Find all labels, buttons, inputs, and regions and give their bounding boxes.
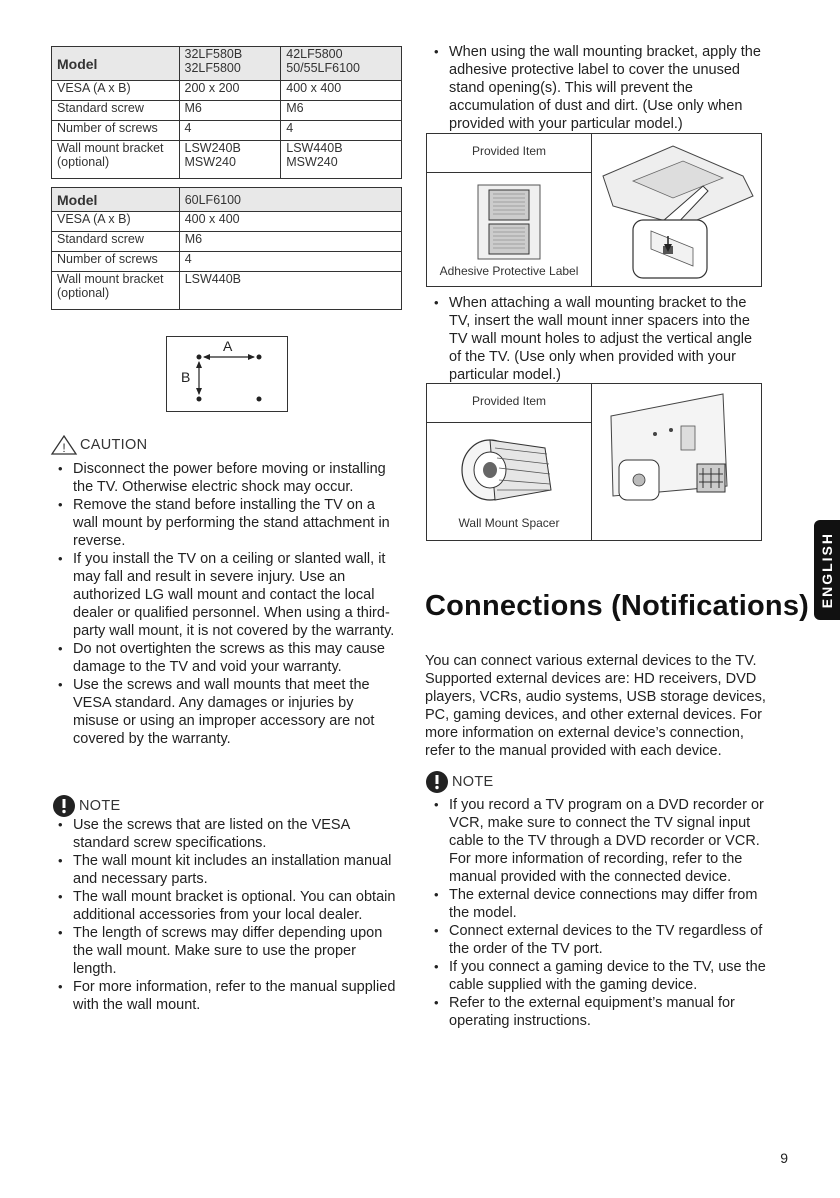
adhesive-protective-label-caption: Adhesive Protective Label: [439, 264, 579, 278]
adhesive-label-icon: [477, 184, 541, 260]
cell: 4: [179, 252, 401, 272]
language-tab: ENGLISH: [814, 520, 840, 620]
list-item: • Remove the stand before installing the TV on a wall mount by performing the stand attachment in reverse.: [50, 496, 402, 550]
caution-list: [50, 460, 402, 748]
wall-mount-spec-table-1: [51, 46, 402, 179]
wall-mount-spacer-caption: Wall Mount Spacer: [458, 516, 560, 530]
cell: LSW440B: [179, 272, 401, 310]
cell: M6: [179, 101, 281, 121]
caution-title: CAUTION: [80, 437, 148, 453]
wall-spacer-figure: [426, 383, 762, 541]
model-col-1: 60LF6100: [179, 188, 401, 212]
page-number: 9: [780, 1150, 788, 1166]
cell: 200 x 200: [179, 81, 281, 101]
row-label: Standard screw: [52, 232, 180, 252]
list-item: • When using the wall mounting bracket, apply the adhesive protective label to cover the unused stand opening(s). This will prevent the accumulation of dust and dirt. (Use only when provided with your particular model.): [426, 43, 766, 133]
cell: LSW240B MSW240: [179, 141, 281, 179]
vesa-b-label: B: [181, 369, 191, 385]
wall-mount-spacer-icon: [455, 430, 565, 508]
provided-item-label: Provided Item: [471, 394, 547, 408]
list-item: • Refer to the external equipment’s manual for operating instructions.: [426, 994, 772, 1030]
list-item: • Disconnect the power before moving or installing the TV. Otherwise electric shock may occur.: [50, 460, 402, 496]
note-heading: [52, 794, 120, 818]
cell: M6: [281, 101, 402, 121]
list-item: • Connect external devices to the TV regardless of the order of the TV port.: [426, 922, 772, 958]
provided-item-label: Provided Item: [471, 144, 547, 158]
note-list: [50, 816, 402, 1014]
note-title: NOTE: [452, 774, 494, 790]
wall-mount-spec-table-2: [51, 187, 402, 310]
row-label: Number of screws: [52, 121, 180, 141]
list-item: • The length of screws may differ depending upon the wall mount. Make sure to use the proper length.: [50, 924, 402, 978]
cell: 400 x 400: [179, 212, 401, 232]
list-item: • The wall mount kit includes an installation manual and necessary parts.: [50, 852, 402, 888]
row-label: VESA (A x B): [52, 81, 180, 101]
list-item: • If you install the TV on a ceiling or slanted wall, it may fall and result in severe injury. Use an authorized LG wall mount and contact the local dealer or qualified personnel. When using a third-party wall mount, it is not covered by the warranty.: [50, 550, 402, 640]
list-item: • If you connect a gaming device to the TV, use the cable supplied with the gaming device.: [426, 958, 772, 994]
cell: LSW440B MSW240: [281, 141, 402, 179]
cell: 4: [179, 121, 281, 141]
wall-spacer-note: [426, 294, 766, 384]
model-header: Model: [52, 47, 180, 81]
vesa-diagram: [166, 336, 288, 412]
model-col-1: 32LF580B 32LF5800: [179, 47, 281, 81]
row-label: Number of screws: [52, 252, 180, 272]
warning-triangle-icon: [50, 434, 78, 456]
connections-note-list: [426, 796, 772, 1030]
list-item: • The wall mount bracket is optional. You can obtain additional accessories from your local dealer.: [50, 888, 402, 924]
note-info-icon: [52, 794, 76, 818]
tv-wall-mount-illustration: [593, 386, 759, 536]
cell: 4: [281, 121, 402, 141]
row-label: VESA (A x B): [52, 212, 180, 232]
connections-heading: Connections (Notifications): [425, 590, 809, 622]
row-label: Standard screw: [52, 101, 180, 121]
row-label: Wall mount bracket (optional): [52, 272, 180, 310]
cell: 400 x 400: [281, 81, 402, 101]
note-title: NOTE: [79, 798, 121, 814]
caution-heading: [50, 434, 147, 456]
list-item: • For more information, refer to the manual supplied with the wall mount.: [50, 978, 402, 1014]
row-label: Wall mount bracket (optional): [52, 141, 180, 179]
adhesive-label-figure: [426, 133, 762, 287]
model-col-2: 42LF5800 50/55LF6100: [281, 47, 402, 81]
list-item: • Use the screws and wall mounts that meet the VESA standard. Any damages or injuries by misuse or using an improper accessory are not covered by the warranty.: [50, 676, 402, 748]
tv-back-illustration: [593, 136, 759, 284]
connections-intro: You can connect various external devices to the TV. Supported external devices are: HD receivers, DVD players, VCRs, audio systems, USB storage devices, PC, gaming devices, and other external devices. For more information on external device’s connection, refer to the manual provided with each device.: [425, 653, 766, 759]
model-header: Model: [52, 188, 180, 212]
adhesive-label-note: [426, 43, 766, 133]
list-item: • When attaching a wall mounting bracket to the TV, insert the wall mount inner spacers into the TV wall mount holes to adjust the vertical angle of the TV. (Use only when provided with your particular model.): [426, 294, 766, 384]
list-item: • If you record a TV program on a DVD recorder or VCR, make sure to connect the TV signal input cable to the TV through a DVD recorder or VCR. For more information of recording, refer to the manual provided with the connected device.: [426, 796, 772, 886]
list-item: • Do not overtighten the screws as this may cause damage to the TV and void your warranty.: [50, 640, 402, 676]
cell: M6: [179, 232, 401, 252]
vesa-a-label: A: [223, 338, 233, 354]
note-heading: [425, 770, 493, 794]
list-item: • Use the screws that are listed on the VESA standard screw specifications.: [50, 816, 402, 852]
list-item: • The external device connections may differ from the model.: [426, 886, 772, 922]
svg-text:!: !: [62, 441, 66, 455]
note-info-icon: [425, 770, 449, 794]
